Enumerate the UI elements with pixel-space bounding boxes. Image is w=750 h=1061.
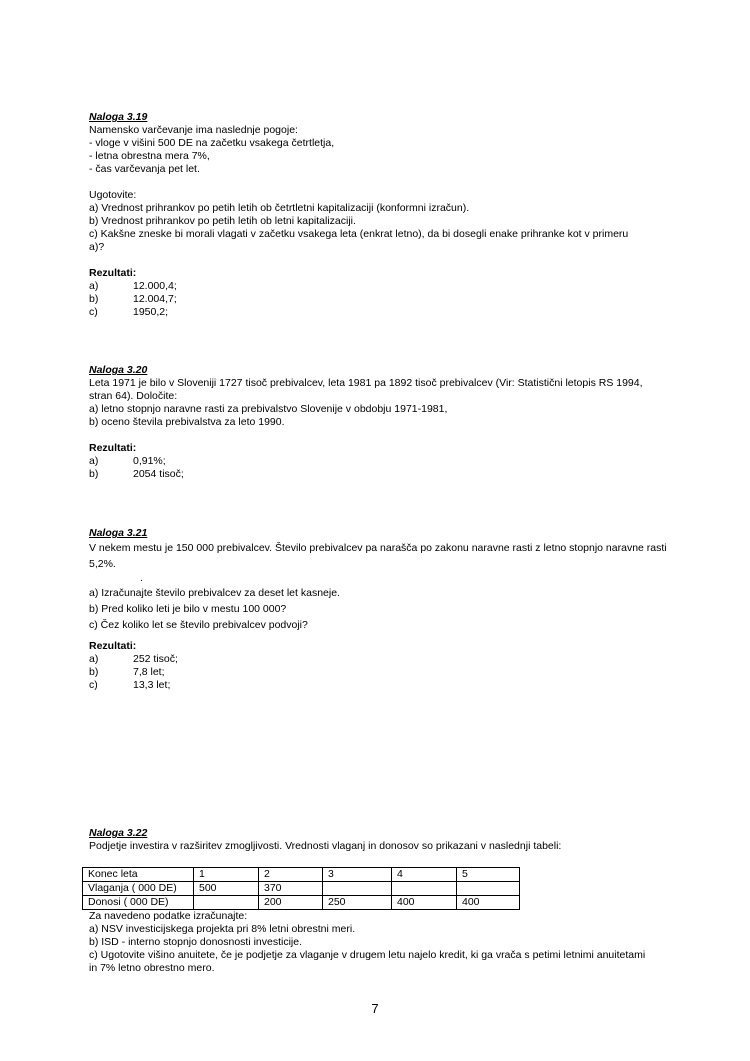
text-line: a) Vrednost prihrankov po petih letih ob četrtletni kapitalizaciji (konformni izračun).: [89, 202, 470, 214]
table-cell: Donosi ( 000 DE): [83, 896, 194, 910]
text-line: b) Pred koliko leti je bilo v mestu 100 000?: [89, 603, 287, 615]
table-cell: 4: [392, 868, 457, 882]
text-line: c) Čez koliko let se število prebivalcev podvoji?: [89, 619, 308, 631]
text-line: Namensko varčevanje ima naslednje pogoje:: [89, 124, 298, 136]
table-cell: 250: [323, 896, 392, 910]
table-cell: 3: [323, 868, 392, 882]
table-cell: 1: [194, 868, 259, 882]
table-cell: 400: [392, 896, 457, 910]
table-cell: 2: [259, 868, 323, 882]
result-row: a) 12.000,4;: [89, 280, 177, 292]
exercise-3-22-tasks: [89, 910, 729, 975]
page-number: 7: [371, 1001, 379, 1016]
text-line: - čas varčevanja pet let.: [89, 163, 200, 175]
stray-dot: .: [140, 572, 143, 584]
table-cell: 5: [457, 868, 520, 882]
table-cell: [392, 882, 457, 896]
text-line: Ugotovite:: [89, 189, 137, 201]
text-line: Podjetje investira v razširitev zmogljivosti. Vrednosti vlaganj in donosov so prikazani v naslednji tabeli:: [89, 840, 562, 852]
result-row: c) 1950,2;: [89, 306, 169, 318]
text-line: - vloge v višini 500 DE na začetku vsakega četrtletja,: [89, 137, 335, 149]
result-row: b) 12.004,7;: [89, 293, 177, 305]
text-line: a) NSV investicijskega projekta pri 8% letni obrestni meri.: [89, 923, 356, 935]
table-cell: [323, 882, 392, 896]
investment-table: [82, 867, 520, 910]
text-line: a)?: [89, 241, 105, 253]
table-cell: [194, 896, 259, 910]
table-cell: [457, 882, 520, 896]
table-cell: Vlaganja ( 000 DE): [83, 882, 194, 896]
table-row: [83, 882, 520, 896]
table-cell: 200: [259, 896, 323, 910]
exercise-3-22: [89, 827, 729, 853]
table-row: [83, 896, 520, 910]
text-line: V nekem mestu je 150 000 prebivalcev. Število prebivalcev pa narašča po zakonu naravne rasti z letno stopnjo naravne rasti: [89, 542, 667, 554]
text-line: stran 64). Določite:: [89, 390, 178, 402]
results-label: Rezultati:: [89, 640, 137, 652]
table-row: [83, 868, 520, 882]
text-line: c) Kakšne zneske bi morali vlagati v začetku vsakega leta (enkrat letno), da bi dosegli enake prihranke kot v primeru: [89, 228, 629, 240]
result-row: b) 2054 tisoč;: [89, 468, 184, 480]
table-cell: 370: [259, 882, 323, 896]
exercise-title: Naloga 3.19: [89, 111, 148, 123]
exercise-3-21: [89, 526, 729, 692]
text-line: - letna obrestna mera 7%,: [89, 150, 210, 162]
result-row: a) 252 tisoč;: [89, 653, 178, 665]
table-cell: Konec leta: [83, 868, 194, 882]
result-row: b) 7,8 let;: [89, 666, 165, 678]
text-line: Leta 1971 je bilo v Sloveniji 1727 tisoč prebivalcev, leta 1981 pa 1892 tisoč prebivalcev (Vir: Statistični letopis RS 1994,: [89, 377, 643, 389]
exercise-title: Naloga 3.22: [89, 827, 148, 839]
text-line: c) Ugotovite višino anuitete, če je podjetje za vlaganje v drugem letu najelo kredit, ki ga vrača s petimi letnimi anuitetami: [89, 949, 646, 961]
results-label: Rezultati:: [89, 442, 137, 454]
table-cell: 500: [194, 882, 259, 896]
text-line: a) Izračunajte število prebivalcev za deset let kasneje.: [89, 587, 340, 599]
text-line: b) Vrednost prihrankov po petih letih ob letni kapitalizaciji.: [89, 215, 356, 227]
table-cell: 400: [457, 896, 520, 910]
text-line: b) ISD - interno stopnjo donosnosti investicije.: [89, 936, 303, 948]
text-line: in 7% letno obrestno mero.: [89, 962, 215, 974]
text-line: Za navedeno podatke izračunajte:: [89, 910, 248, 922]
exercise-title: Naloga 3.21: [89, 527, 148, 539]
text-line: b) oceno števila prebivalstva za leto 1990.: [89, 416, 285, 428]
results-label: Rezultati:: [89, 267, 137, 279]
exercise-3-19: [89, 111, 729, 319]
result-row: c) 13,3 let;: [89, 679, 171, 691]
text-line: 5,2%.: [89, 558, 116, 570]
result-row: a) 0,91%;: [89, 455, 166, 467]
text-line: a) letno stopnjo naravne rasti za prebivalstvo Slovenije v obdobju 1971-1981,: [89, 403, 448, 415]
exercise-3-20: [89, 364, 729, 481]
exercise-title: Naloga 3.20: [89, 364, 148, 376]
